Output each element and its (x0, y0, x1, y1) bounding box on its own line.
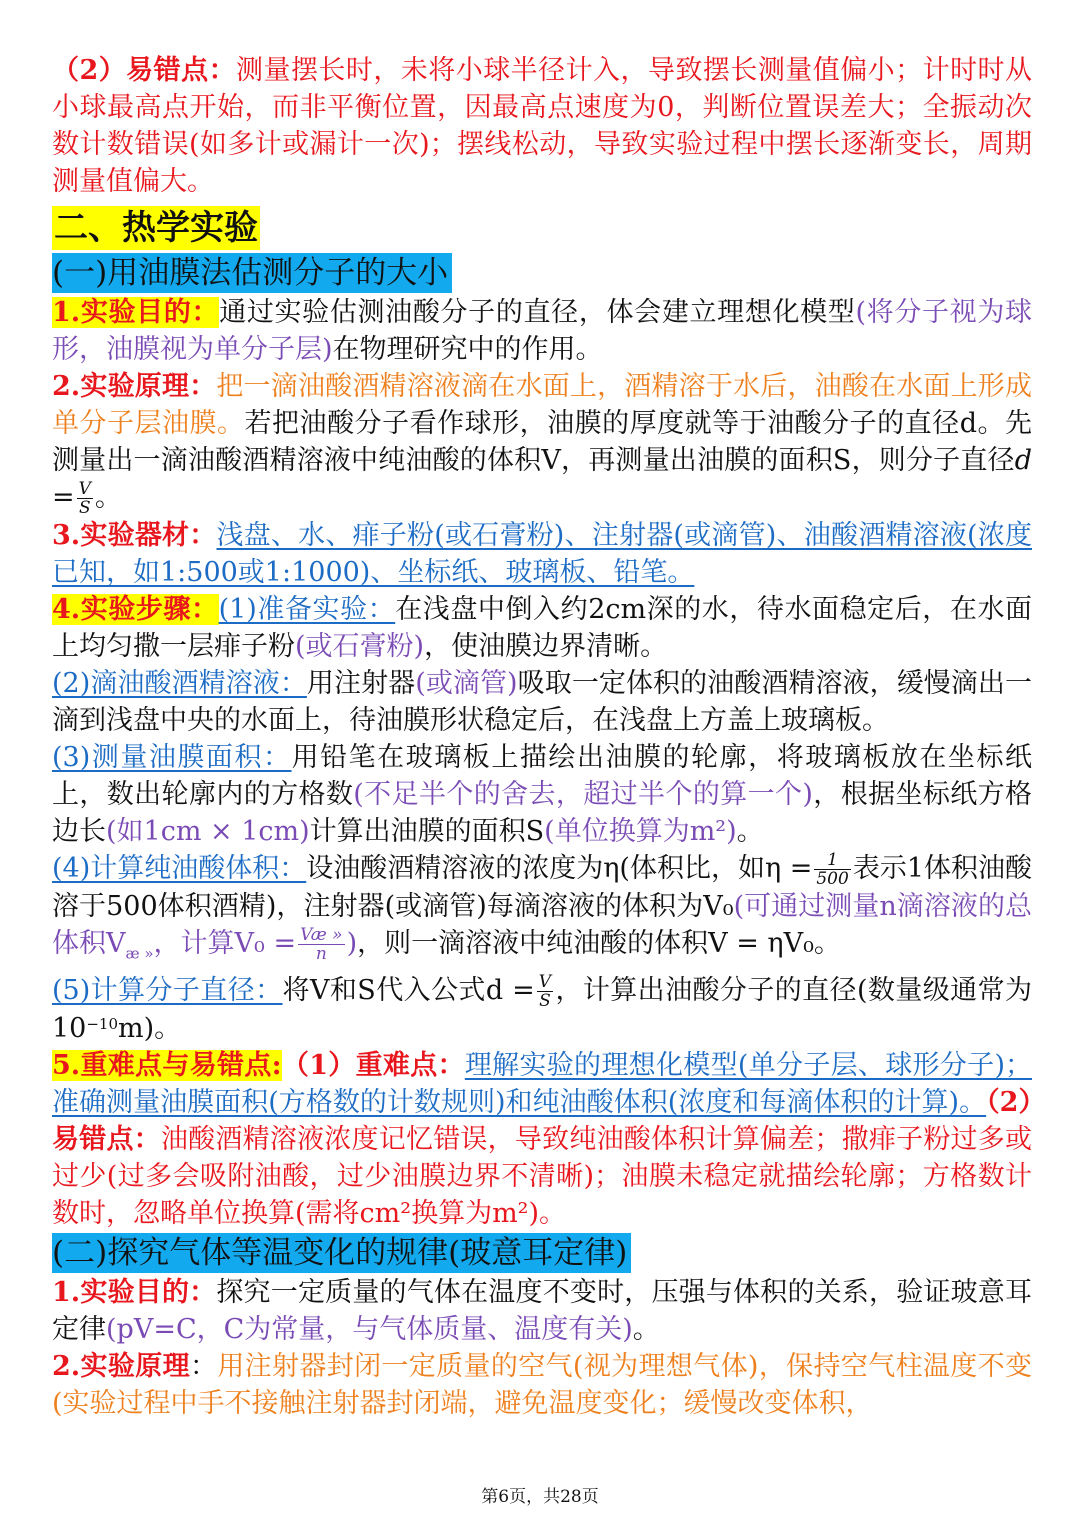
exp1-purpose-text: 通过实验估测油酸分子的直径，体会建立理想化模型 (219, 297, 856, 328)
exp1-step4: (4)计算纯油酸体积：设油酸酒精溶液的浓度为η(体积比，如η = $\frac{1}{500}$ 表示1体积油酸溶于500体积酒精)，注射器(或滴管)每滴溶液的体积为V₀(可通过测量n滴溶液的总体积$V_{æ »}$，计算V₀ = $\frac{Væ »}{n}$ )，则一滴溶液中纯油酸的体积V = ηV₀。 (52, 850, 1032, 964)
exp2-purpose-label: 1.实验目的： (52, 1277, 217, 1309)
exp1-purpose-note: (将分子视为球形，油膜视为单分子层) (52, 297, 1033, 365)
intro-paragraph (52, 52, 1032, 200)
intro-label: （2）易错点： (52, 55, 237, 86)
exp1-equipment (52, 517, 1032, 591)
intro-text: 测量摆长时，未将小球半径计入，导致摆长测量值偏小；计时时从小球最高点开始，而非平衡位置，因最高点速度为0，判断位置误差大；全振动次数计数错误(如多计或漏计一次)；摆线松动，导致实验过程中摆长逐渐变长，周期测量值偏大。 (52, 55, 1032, 197)
exp1-principle: 2.实验原理：把一滴油酸酒精溶液滴在水面上，酒精溶于水后，油酸在水面上形成单分子层油膜。若把油酸分子看作球形，油膜的厚度就等于油酸分子的直径d。先测量出一滴油酸酒精溶液中纯油酸的体积V，再测量出油膜的面积S，则分子直径d = $\frac{V}{S}$ 。 (52, 371, 1033, 518)
exp1-keypoints-label: 5.重难点与易错点: (52, 1050, 282, 1082)
step2-title: (2)滴油酸酒精溶液： (52, 668, 307, 699)
eta-fraction: $\frac{1}{500}$ (816, 850, 849, 889)
section-title: 二、热学实验 (54, 208, 258, 248)
exp1-principle-text: 若把油酸分子看作球形，油膜的厚度就等于油酸分子的直径d。先测量出一滴油酸酒精溶液中纯油酸的体积V，再测量出油膜的面积S，则分子直径 (52, 408, 1032, 476)
exp1-principle-label: 2.实验原理： (52, 371, 217, 402)
exp1-purpose-label: 1.实验目的： (52, 297, 220, 328)
exp1-title: (一)用油膜法估测分子的大小 (52, 253, 452, 293)
exp1-keypoints: 5.重难点与易错点:（1）重难点：理解实验的理想化模型(单分子层、球形分子)；准确测量油膜面积(方格数的计数规则)和纯油酸体积(浓度和每滴体积的计算)。（2）易错点：油酸酒精溶液浓度记忆错误，导致纯油酸体积计算偏差；撒痱子粉过多或过少(过多会吸附油酸，过少油膜边界不清晰)；油膜未稳定就描绘轮廓；方格数计数时，忽略单位换算(需将cm²换算为m²)。 (52, 1050, 1033, 1230)
exp2-purpose: 1.实验目的：探究一定质量的气体在温度不变时，压强与体积的关系，验证玻意耳定律(pV=C，C为常量，与气体质量、温度有关)。 (52, 1277, 1033, 1346)
step3-title: (3)测量油膜面积： (52, 742, 292, 773)
exp1-steps-label: 4.实验步骤： (52, 594, 219, 625)
document-page (52, 52, 1032, 1422)
exp1-purpose (52, 294, 1032, 368)
exp1-purpose-tail: 在物理研究中的作用。 (332, 334, 603, 365)
exp1-principle-highlight: 把一滴油酸酒精溶液滴在水面上，酒精溶于水后，油酸在水面上形成单分子层油膜。 (52, 371, 1033, 439)
exp1-step5: (5)计算分子直径：将V和S代入公式d = $\frac{V}{S}$ ，计算出油酸分子的直径(数量级通常为$10^{-10}m$)。 (52, 972, 1032, 1045)
step5-title: (5)计算分子直径： (52, 975, 283, 1007)
exp1-step3: (3)测量油膜面积：用铅笔在玻璃板上描绘出油膜的轮廓，将玻璃板放在坐标纸上，数出轮廓内的方格数(不足半个的舍去，超过半个的算一个)，根据坐标纸方格边长(如1cm × 1cm)计算出油膜的面积S(单位换算为m²)。 (52, 742, 1033, 847)
exp2-principle-label: 2.实验原理 (52, 1351, 190, 1383)
exp1-equipment-text: 浅盘、水、痱子粉(或石膏粉)、注射器(或滴管)、油酸酒精溶液(浓度已知，如1:500或1:1000)、坐标纸、玻璃板、铅笔。 (52, 520, 1033, 588)
exp1-step2: (2)滴油酸酒精溶液：用注射器(或滴管)吸取一定体积的油酸酒精溶液，缓慢滴出一滴到浅盘中央的水面上，待油膜形状稳定后，在浅盘上方盖上玻璃板。 (52, 668, 1033, 736)
step4-title: (4)计算纯油酸体积： (52, 853, 307, 884)
page-footer: 第6页，共28页 (481, 1487, 599, 1507)
formula-fraction: $\frac{V}{S}$ (78, 479, 91, 518)
formula-lhs: d = (52, 445, 1032, 513)
exp2-title: (二)探究气体等温变化的规律(玻意耳定律) (52, 1233, 631, 1273)
exp2-principle: 2.实验原理：用注射器封闭一定质量的空气(视为理想气体)，保持空气柱温度不变(实验过程中手不接触注射器封闭端，避免温度变化；缓慢改变体积， (52, 1351, 1033, 1420)
diameter-fraction: $\frac{V}{S}$ (538, 972, 552, 1012)
exp1-equipment-label: 3.实验器材： (52, 520, 217, 551)
exp1-steps: 4.实验步骤：(1)准备实验：在浅盘中倒入约2cm深的水，待水面稳定后，在水面上均匀撒一层痱子粉(或石膏粉)，使油膜边界清晰。 (52, 594, 1033, 662)
v0-fraction: $\frac{Væ »}{n}$ (300, 925, 343, 964)
step1-title: (1)准备实验： (218, 594, 396, 625)
